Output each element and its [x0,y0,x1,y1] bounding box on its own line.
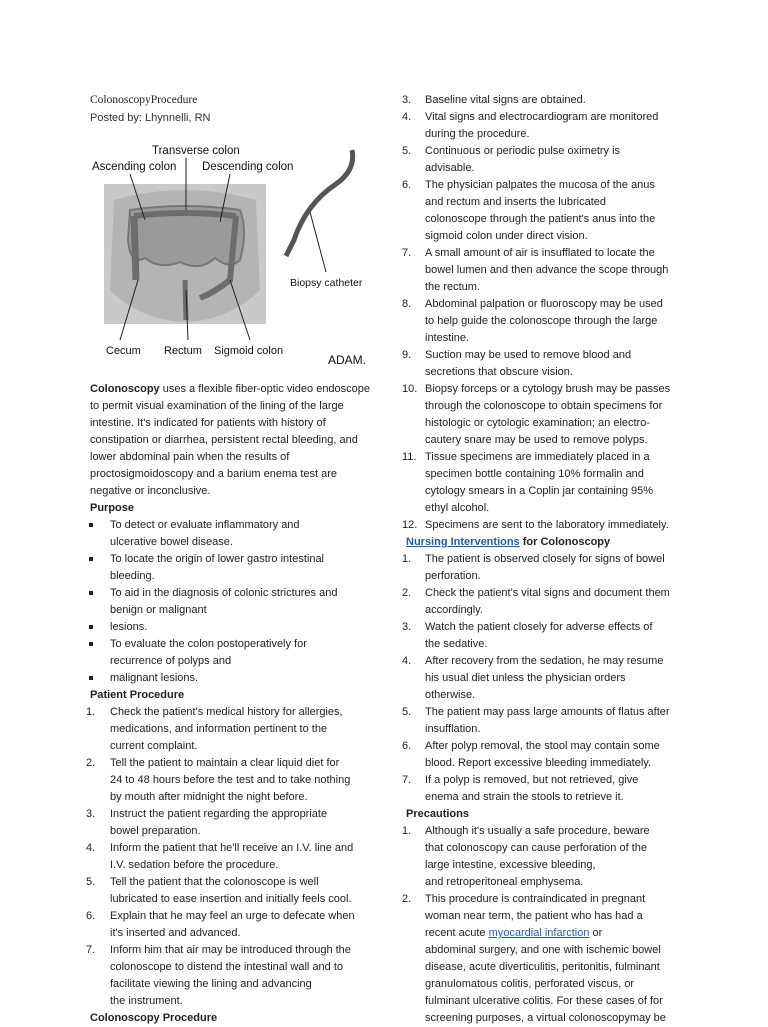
list-line: enema and strain the stools to retrieve it. [425,791,624,803]
purpose-line: benign or malignant [110,604,207,616]
list-line: it's inserted and advanced. [110,927,241,939]
nursing-heading [406,534,610,551]
list-number: 2. [402,893,412,905]
purpose-heading: Purpose [90,502,135,514]
list-line: and retroperitoneal emphysema. [425,876,584,888]
list-line: Vital signs and electrocardiogram are monitored [425,111,659,123]
list-line: colonoscope to distend the intestinal wall and to [110,961,343,973]
list-number: 11. [402,451,417,463]
list-number: 1. [86,706,96,718]
label-rectum: Rectum [164,345,202,357]
purpose-line: malignant lesions. [110,672,199,684]
list-line: Check the patient's medical history for allergies, [110,706,343,718]
list-line: Suction may be used to remove blood and [425,349,632,361]
list-line: woman near term, the patient who has had a [425,910,643,922]
list-line [425,925,602,942]
list-number: 3. [402,621,412,633]
list-number: 6. [86,910,96,922]
list-line: that colonoscopy can cause perforation of the [425,842,647,854]
list-line: Although it's usually a safe procedure, beware [425,825,650,837]
colon-illustration [90,140,378,366]
list-number: 5. [86,876,96,888]
list-line: Tell the patient to maintain a clear liquid diet for [110,757,340,769]
purpose-line: To evaluate the colon postoperatively for [110,638,307,650]
purpose-line: To locate the origin of lower gastro intestinal [110,553,325,565]
list-line: secretions that obscure vision. [425,366,573,378]
prec-text: recent acute [425,927,489,939]
list-line: After polyp removal, the stool may contain some [425,740,660,752]
purpose-line: To detect or evaluate inflammatory and [110,519,300,531]
intro-term: Colonoscopy [90,383,160,395]
list-number: 7. [402,774,412,786]
biopsy-catheter [286,150,353,256]
list-line: Tissue specimens are immediately placed in a [425,451,650,463]
list-number: 1. [402,825,412,837]
bullet-marker [89,642,93,646]
purpose-line: ulcerative bowel disease. [110,536,233,548]
list-line: to help guide the colonoscope through the large [425,315,658,327]
list-line: specimen bottle containing 10% formalin and [425,468,644,480]
list-line: insufflation. [425,723,481,735]
bullet-marker [89,676,93,680]
list-line: If a polyp is removed, but not retrieved, give [425,774,639,786]
list-line: Specimens are sent to the laboratory immediately. [425,519,669,531]
list-line: 24 to 48 hours before the test and to take nothing [110,774,351,786]
list-number: 4. [86,842,96,854]
list-line: blood. Report excessive bleeding immediately. [425,757,652,769]
list-line: The patient may pass large amounts of flatus after [425,706,670,718]
list-line: cautery snare may be used to remove polyps. [425,434,648,446]
list-line: After recovery from the sedation, he may resume [425,655,664,667]
list-line: Baseline vital signs are obtained. [425,94,586,106]
nursing-interventions-link[interactable]: Nursing Interventions [406,536,520,548]
list-line: bowel lumen and then advance the scope through [425,264,669,276]
document-title: ColonoscopyProcedure [90,94,198,106]
list-line: the rectum. [425,281,481,293]
patient-procedure-heading: Patient Procedure [90,689,185,701]
list-number: 5. [402,706,412,718]
bullet-marker [89,557,93,561]
list-line: A small amount of air is insufflated to locate the [425,247,655,259]
bullet-marker [89,625,93,629]
list-line: lubricated to ease insertion and initially feels cool. [110,893,352,905]
byline: Posted by: Lhynnelli, RN [90,112,211,124]
list-number: 4. [402,655,412,667]
list-number: 6. [402,179,412,191]
list-line: accordingly. [425,604,483,616]
list-number: 4. [402,111,412,123]
precautions-heading: Precautions [406,808,469,820]
list-line: Biopsy forceps or a cytology brush may be passes [425,383,671,395]
intro-text: uses a flexible fiber-optic video endoscope to permit visual examination of the lining of the large intestine. It's indicated for patients with history of constipation or diarrhea, persistent rectal bleeding, and lower abdominal pain when the results of proctosigmoidoscopy and a barium enema test are negative or inconclusive. [90,383,371,497]
label-transverse-colon: Transverse colon [152,145,240,157]
colon-anatomy-figure [90,140,378,366]
list-line: Abdominal palpation or fluoroscopy may be used [425,298,663,310]
purpose-line: lesions. [110,621,148,633]
purpose-line: recurrence of polyps and [110,655,232,667]
list-line: Tell the patient that the colonoscope is well [110,876,319,888]
list-line: advisable. [425,162,475,174]
label-cecum: Cecum [106,345,141,357]
list-line: The patient is observed closely for signs of bowel [425,553,665,565]
list-line: Instruct the patient regarding the appropriate [110,808,328,820]
list-line: I.V. sedation before the procedure. [110,859,279,871]
list-number: 2. [402,587,412,599]
list-number: 3. [402,94,412,106]
prec-text: or [589,927,603,939]
list-line: Inform him that air may be introduced through the [110,944,351,956]
list-line: bowel preparation. [110,825,201,837]
list-line: intestine. [425,332,470,344]
label-sigmoid-colon: Sigmoid colon [214,345,284,357]
list-line: cytology smears in a Coplin jar containing 95% [425,485,654,497]
list-line: medications, and information pertinent to the [110,723,328,735]
list-line: ethyl alcohol. [425,502,490,514]
list-line: This procedure is contraindicated in pregnant [425,893,646,905]
list-line: Inform the patient that he'll receive an I.V. line and [110,842,354,854]
list-line: Watch the patient closely for adverse effects of [425,621,653,633]
list-line: large intestine, excessive bleeding, [425,859,596,871]
list-line: colonoscope through the patient's anus into the [425,213,656,225]
list-line: through the colonoscope to obtain specimens for [425,400,663,412]
list-number: 6. [402,740,412,752]
list-number: 7. [402,247,412,259]
list-line: the instrument. [110,995,183,1007]
bullet-marker [89,591,93,595]
list-number: 5. [402,145,412,157]
label-descending-colon: Descending colon [202,161,294,173]
list-line: granulomatous colitis, perforated viscus, or [425,978,635,990]
list-number: 9. [402,349,412,361]
list-line: disease, acute diverticulitis, peritonitis, fulminant [425,961,660,973]
list-line: Continuous or periodic pulse oximetry is [425,145,621,157]
label-biopsy-catheter: Biopsy catheter [290,277,363,289]
list-line: current complaint. [110,740,198,752]
list-line: perforation. [425,570,481,582]
list-number: 1. [402,553,412,565]
list-line: the sedative. [425,638,488,650]
list-line: screening purposes, a virtual colonoscopymay be [425,1012,666,1024]
list-number: 8. [402,298,412,310]
list-line: by mouth after midnight the night before. [110,791,308,803]
list-line: and rectum and inserts the lubricated [425,196,606,208]
list-line: sigmoid colon under direct vision. [425,230,588,242]
list-number: 10. [402,383,418,395]
list-line: during the procedure. [425,128,530,140]
label-ascending-colon: Ascending colon [92,161,177,173]
list-line: otherwise. [425,689,476,701]
list-line: Explain that he may feel an urge to defecate when [110,910,355,922]
list-line: fulminant ulcerative colitis. For these cases of for [425,995,663,1007]
list-line: facilitate viewing the lining and advancing [110,978,312,990]
colonoscopy-procedure-heading: Colonoscopy Procedure [90,1012,218,1024]
list-number: 3. [86,808,96,820]
list-line: Check the patient's vital signs and document them [425,587,670,599]
list-line: histologic or cytologic examination; an electro- [425,417,651,429]
list-line: abdominal surgery, and one with ischemic bowel [425,944,661,956]
bullet-marker [89,523,93,527]
nursing-heading-rest: for Colonoscopy [519,536,611,548]
list-number: 12. [402,519,418,531]
purpose-line: To aid in the diagnosis of colonic strictures and [110,587,338,599]
adam-logo: ADAM. [328,353,367,366]
purpose-line: bleeding. [110,570,155,582]
list-number: 2. [86,757,96,769]
list-line: The physician palpates the mucosa of the anus [425,179,655,191]
list-line: his usual diet unless the physician orders [425,672,626,684]
myocardial-infarction-link[interactable]: myocardial infarction [488,927,590,939]
list-number: 7. [86,944,96,956]
intro-paragraph [90,381,372,500]
